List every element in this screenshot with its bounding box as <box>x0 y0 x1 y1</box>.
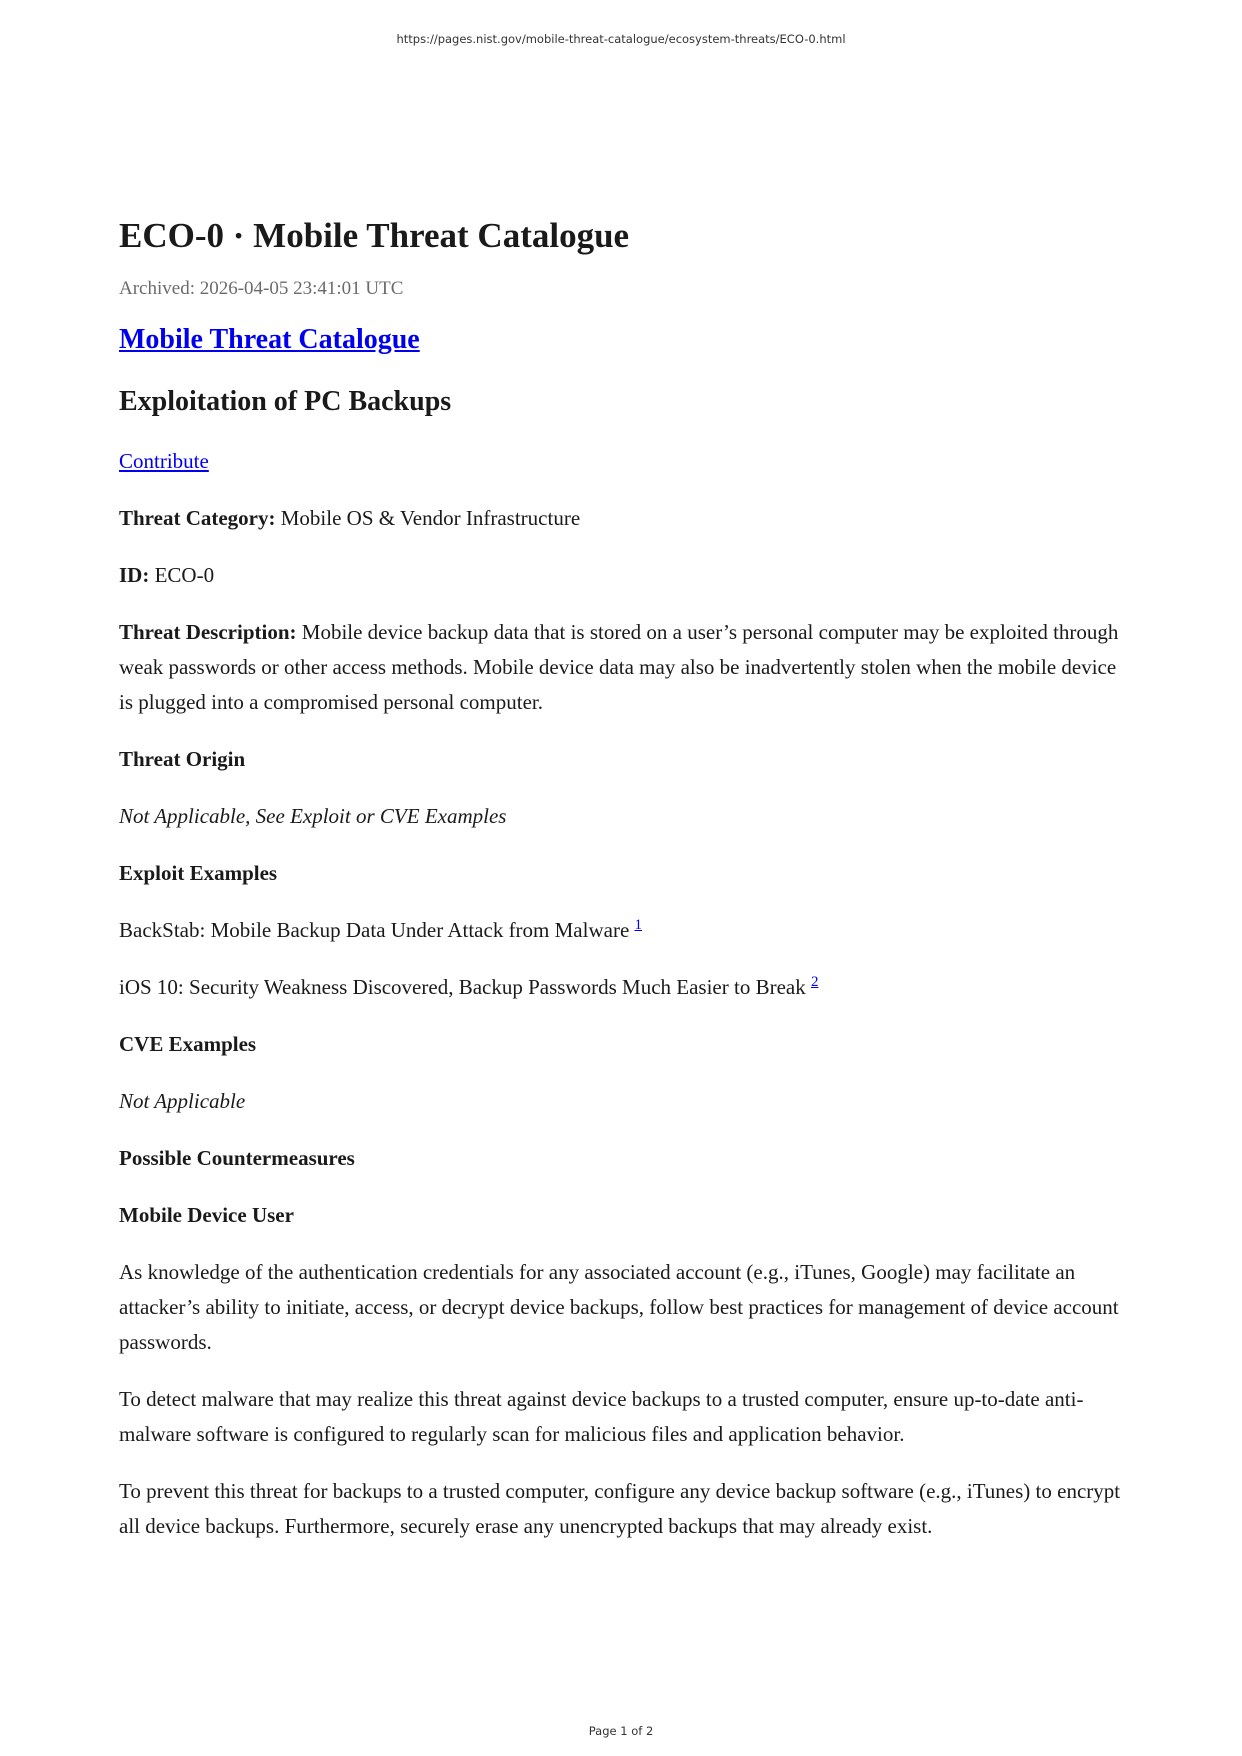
site-home-link[interactable]: Mobile Threat Catalogue <box>119 324 420 355</box>
threat-description-value: Mobile device backup data that is stored on a user’s personal computer may be exploited through weak passwords or other access methods. Mobile device data may also be inadvertently stolen when the mobile device is plugged into a compromised personal computer. <box>119 620 1119 714</box>
page-title: ECO-0 · Mobile Threat Catalogue <box>119 216 630 255</box>
threat-origin-heading: Threat Origin <box>119 747 246 771</box>
site-link-heading <box>119 320 1129 360</box>
contribute-paragraph <box>119 444 1129 479</box>
countermeasure-paragraph: To prevent this threat for backups to a trusted computer, configure any device backup software (e.g., iTunes) to encrypt all device backups. Furthermore, securely erase any unencrypted backups that may already exist. <box>119 1479 1121 1538</box>
threat-name-heading: Exploitation of PC Backups <box>119 386 452 417</box>
exploit-examples-heading: Exploit Examples <box>119 861 278 885</box>
footnote-ref-1-link[interactable]: 1 <box>634 917 643 933</box>
threat-category-value: Mobile OS & Vendor Infrastructure <box>280 506 581 530</box>
mobile-device-user-subheading: Mobile Device User <box>119 1203 294 1227</box>
exploit-example-item <box>119 970 1129 1005</box>
print-header-url: https://pages.nist.gov/mobile-threat-catalogue/ecosystem-threats/ECO-0.html <box>396 32 846 46</box>
threat-id-value: ECO-0 <box>154 563 215 587</box>
article-content <box>119 212 1129 1544</box>
threat-category-field <box>119 501 1129 536</box>
page-number-footer: Page 1 of 2 <box>588 1724 654 1738</box>
contribute-link[interactable]: Contribute <box>119 449 209 473</box>
countermeasures-heading: Possible Countermeasures <box>119 1146 355 1170</box>
threat-category-label: Threat Category: <box>119 506 276 530</box>
exploit-example-text: BackStab: Mobile Backup Data Under Attack from Malware <box>119 918 630 942</box>
threat-id-field <box>119 558 1129 593</box>
footnote-ref-2-link[interactable]: 2 <box>810 974 819 990</box>
threat-description-label: Threat Description: <box>119 620 297 644</box>
threat-id-label: ID: <box>119 563 150 587</box>
exploit-example-item <box>119 913 1129 948</box>
archived-timestamp: Archived: 2026-04-05 23:41:01 UTC <box>119 278 404 299</box>
countermeasure-paragraph: As knowledge of the authentication credentials for any associated account (e.g., iTunes, Google) may facilitate an attacker’s ability to initiate, access, or decrypt device backups, follow best practices for management of device account passwords. <box>119 1260 1119 1354</box>
cve-examples-text: Not Applicable <box>119 1089 246 1113</box>
threat-origin-text: Not Applicable, See Exploit or CVE Examples <box>119 804 507 828</box>
countermeasure-paragraph: To detect malware that may realize this threat against device backups to a trusted computer, ensure up-to-date anti-malware software is configured to regularly scan for malicious files and application behavior. <box>119 1387 1084 1446</box>
cve-examples-heading: CVE Examples <box>119 1032 257 1056</box>
threat-description-field <box>119 615 1129 720</box>
exploit-example-text: iOS 10: Security Weakness Discovered, Backup Passwords Much Easier to Break <box>119 975 806 999</box>
